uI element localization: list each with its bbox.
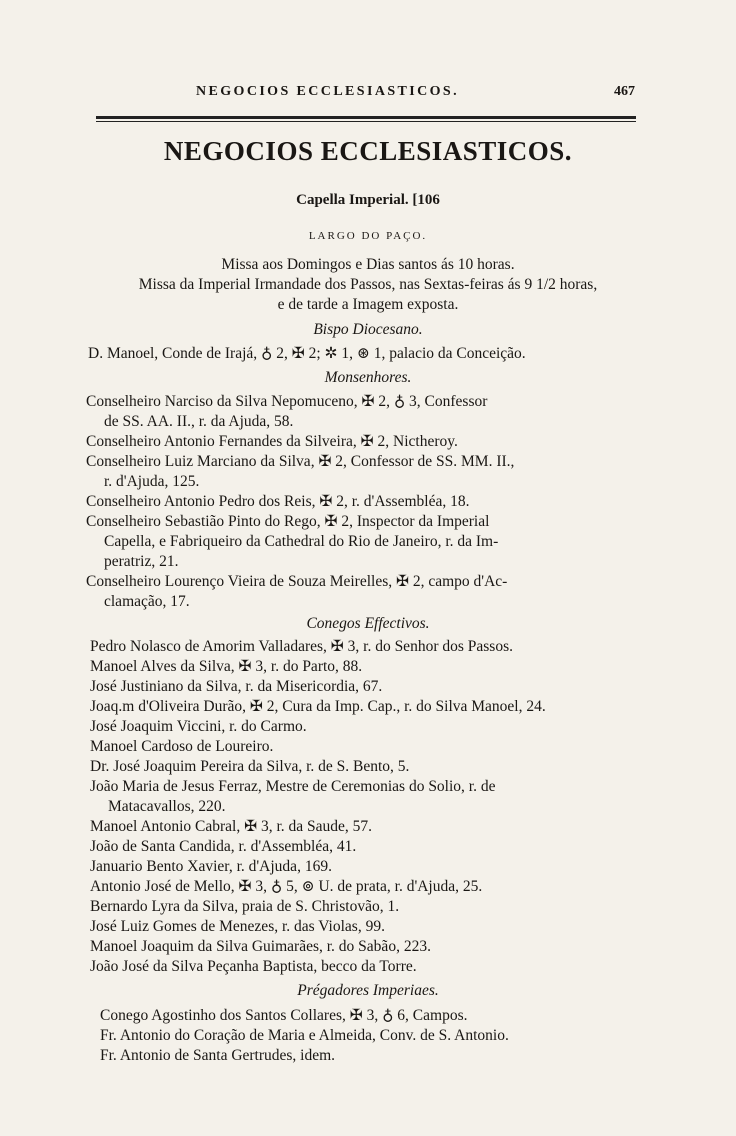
address-largo-do-paco: LARGO DO PAÇO. <box>308 230 428 242</box>
monsenhor-line: Conselheiro Lourenço Vieira de Souza Meirelles, ✠ 2, campo d'Ac- <box>86 573 508 590</box>
header-rule-thick <box>96 116 636 119</box>
pregador-line: Fr. Antonio do Coração de Maria e Almeida, Conv. de S. Antonio. <box>100 1027 509 1044</box>
pregador-line: Fr. Antonio de Santa Gertrudes, idem. <box>100 1047 336 1064</box>
monsenhor-line: Conselheiro Narciso da Silva Nepomuceno, ✠ 2, ♁ 3, Confessor <box>86 393 488 410</box>
conego-line: Pedro Nolasco de Amorim Valladares, ✠ 3, r. do Senhor dos Passos. <box>90 638 513 655</box>
monsenhor-line: peratriz, 21. <box>104 553 179 570</box>
conego-line: João Maria de Jesus Ferraz, Mestre de Ceremonias do Solio, r. de <box>90 778 496 795</box>
mass-line-3: e de tarde a Imagem exposta. <box>277 296 459 313</box>
running-head: NEGOCIOS ECCLESIASTICOS. <box>196 84 459 99</box>
section-capella-imperial: Capella Imperial. [106 <box>296 192 440 208</box>
conego-line: Manoel Antonio Cabral, ✠ 3, r. da Saude, 57. <box>90 818 373 835</box>
pregador-line: Conego Agostinho dos Santos Collares, ✠ 3, ♁ 6, Campos. <box>100 1007 468 1024</box>
monsenhor-line: Conselheiro Luiz Marciano da Silva, ✠ 2, Confessor de SS. MM. II., <box>86 453 515 470</box>
header-rule-thin <box>96 121 636 122</box>
conego-line: João José da Silva Peçanha Baptista, becco da Torre. <box>90 958 417 975</box>
heading-pregadores: Prégadores Imperiaes. <box>297 982 439 999</box>
monsenhor-line: clamação, 17. <box>104 593 190 610</box>
conego-line: Dr. José Joaquim Pereira da Silva, r. de S. Bento, 5. <box>90 758 410 775</box>
conego-line: Januario Bento Xavier, r. d'Ajuda, 169. <box>90 858 332 875</box>
bispo-entry: D. Manoel, Conde de Irajá, ♁ 2, ✠ 2; ✲ 1, ⊛ 1, palacio da Conceição. <box>88 345 526 362</box>
mass-line-1: Missa aos Domingos e Dias santos ás 10 horas. <box>221 256 515 273</box>
conego-line: Manoel Alves da Silva, ✠ 3, r. do Parto, 88. <box>90 658 363 675</box>
heading-bispo: Bispo Diocesano. <box>313 321 423 338</box>
monsenhor-line: Capella, e Fabriqueiro da Cathedral do Rio de Janeiro, r. da Im- <box>104 533 499 550</box>
conego-line: Bernardo Lyra da Silva, praia de S. Christovão, 1. <box>90 898 400 915</box>
conego-line: José Joaquim Viccini, r. do Carmo. <box>90 718 307 735</box>
conego-line: Antonio José de Mello, ✠ 3, ♁ 5, ⊚ U. de prata, r. d'Ajuda, 25. <box>90 878 483 895</box>
page-number: 467 <box>614 84 635 99</box>
conego-line: José Justiniano da Silva, r. da Misericordia, 67. <box>90 678 383 695</box>
conego-line: Manoel Cardoso de Loureiro. <box>90 738 274 755</box>
conego-line: Matacavallos, 220. <box>108 798 226 815</box>
conego-line: Joaq.m d'Oliveira Durão, ✠ 2, Cura da Imp. Cap., r. do Silva Manoel, 24. <box>90 698 546 715</box>
conego-line: João de Santa Candida, r. d'Assembléa, 41. <box>90 838 357 855</box>
heading-conegos: Conegos Effectivos. <box>306 615 430 632</box>
heading-monsenhores: Monsenhores. <box>324 369 412 386</box>
monsenhor-line: r. d'Ajuda, 125. <box>104 473 200 490</box>
page-title: NEGOCIOS ECCLESIASTICOS. <box>163 136 573 166</box>
monsenhor-line: Conselheiro Antonio Fernandes da Silveira, ✠ 2, Nictheroy. <box>86 433 458 450</box>
conego-line: José Luiz Gomes de Menezes, r. das Violas, 99. <box>90 918 385 935</box>
monsenhor-line: Conselheiro Antonio Pedro dos Reis, ✠ 2, r. d'Assembléa, 18. <box>86 493 470 510</box>
mass-line-2: Missa da Imperial Irmandade dos Passos, nas Sextas-feiras ás 9 1/2 horas, <box>138 276 598 293</box>
conego-line: Manoel Joaquim da Silva Guimarães, r. do Sabão, 223. <box>90 938 431 955</box>
monsenhor-line: Conselheiro Sebastião Pinto do Rego, ✠ 2, Inspector da Imperial <box>86 513 490 530</box>
monsenhor-line: de SS. AA. II., r. da Ajuda, 58. <box>104 413 294 430</box>
